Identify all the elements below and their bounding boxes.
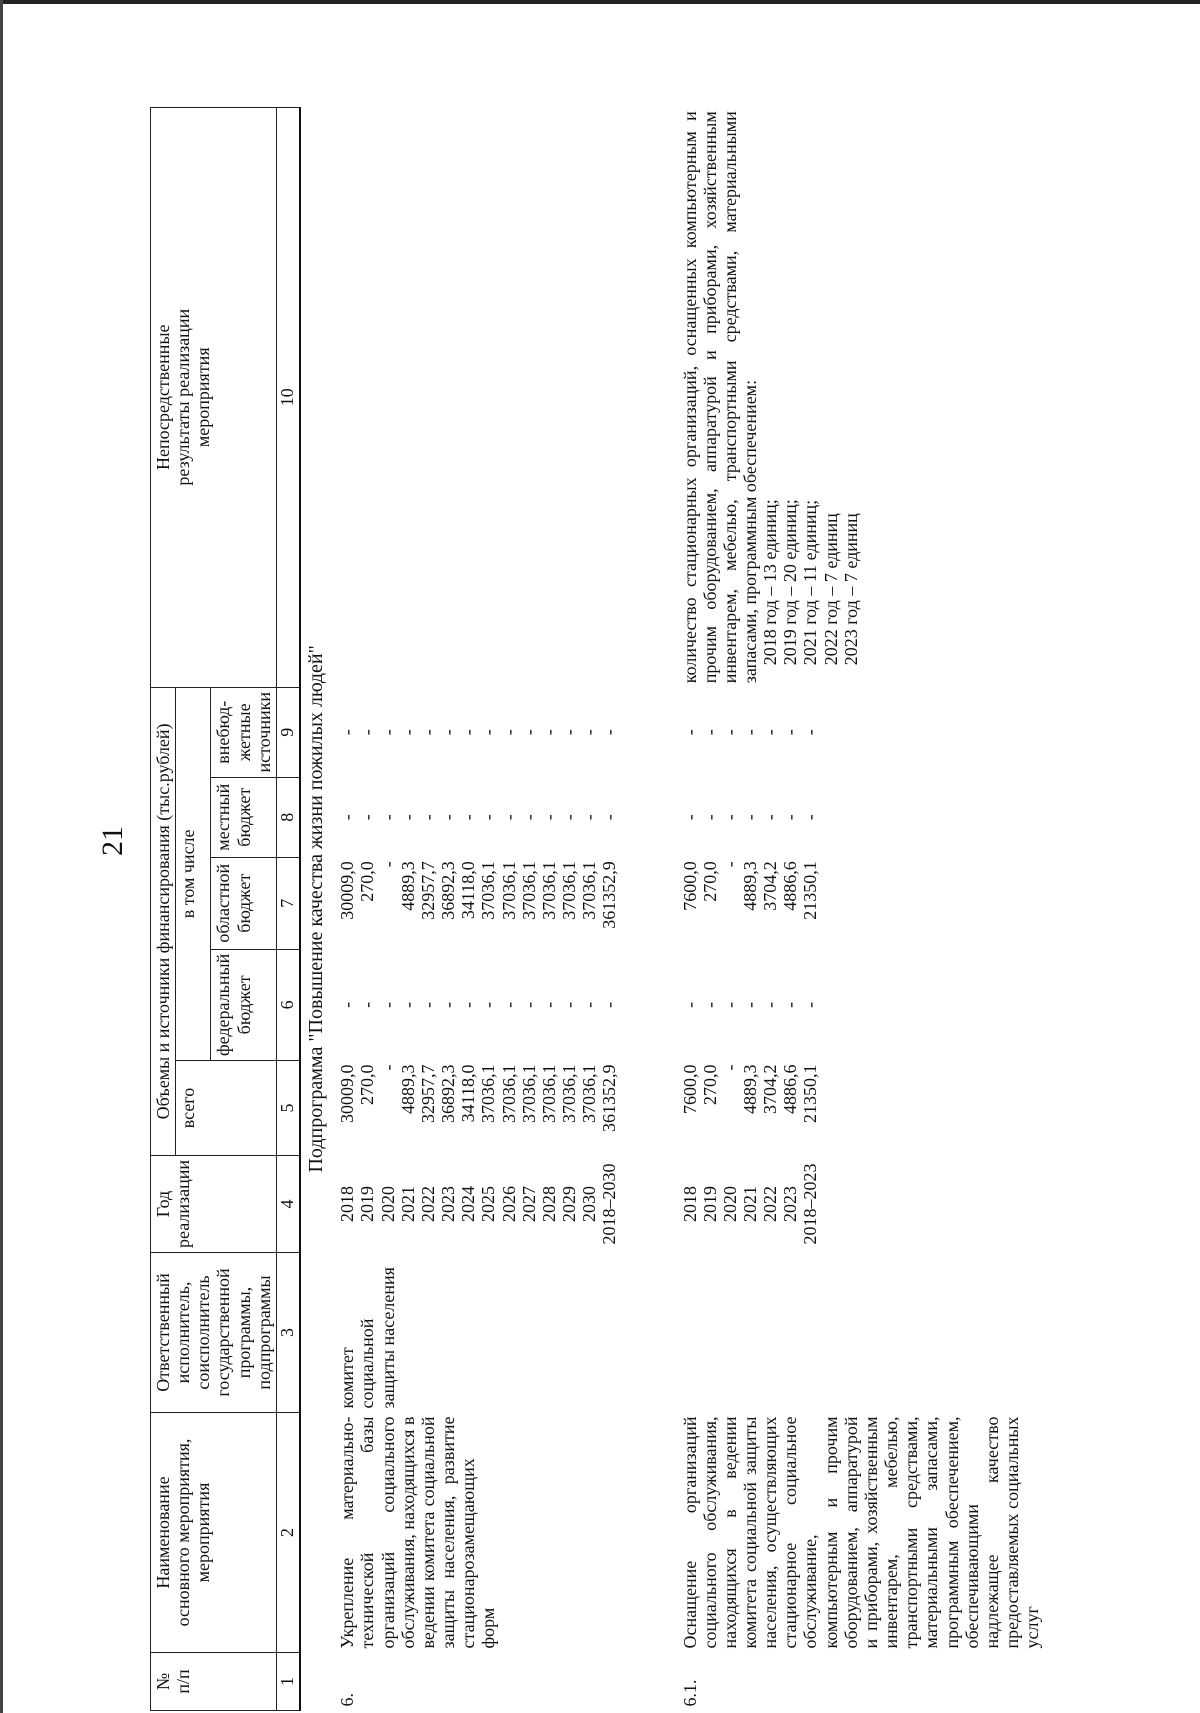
year-cell — [678, 1156, 1045, 1253]
measure-name: Оснащение организаций социального обслуживания, находящихся в ведении комитета социальной защиты населения, осуществляющих стационарное социальное обслуживание, компьютерным и прочим оборудованием, аппаратурой и приборами, хозяйственным инвентарем, мебелью, транспортными средствами, материальными запасами, программным обеспечением, обеспечивающими надлежащее качество предоставляемых социальных услуг — [679, 1416, 1043, 1649]
regional-cell-value: 37036,1 — [538, 861, 559, 920]
total-cell-value: 21350,1 — [800, 1064, 821, 1124]
extrabudget-cell-value: - — [599, 729, 620, 736]
extrabudget-cell-value: - — [679, 729, 700, 736]
local-cell-value: - — [377, 814, 398, 821]
table-row — [335, 107, 621, 1710]
local-cell-value: - — [559, 814, 580, 821]
extrabudget-cell-value: - — [579, 729, 600, 736]
result-year-item: 2018 год – 13 единиц; — [760, 499, 781, 666]
regional-cell-value: 30009,0 — [337, 861, 358, 920]
federal-cell-value: - — [739, 1001, 760, 1008]
regional-cell-value: 37036,1 — [559, 861, 580, 920]
federal-cell-value: - — [377, 1001, 398, 1008]
federal-cell-value: - — [417, 1001, 438, 1008]
federal-cell-value: - — [498, 1001, 519, 1008]
page-number: 21 — [96, 826, 129, 856]
local-cell-value: - — [397, 814, 418, 821]
total-cell-value: 37036,1 — [538, 1064, 559, 1124]
federal-cell-value: - — [438, 1001, 459, 1008]
year-cell-value: 2022 — [760, 1186, 781, 1223]
extrabudget-cell-value: - — [417, 729, 438, 736]
federal-cell-value: - — [699, 1001, 720, 1008]
regional-cell-value: 4889,3 — [739, 861, 760, 911]
total-cell-value: 7600,0 — [679, 1064, 700, 1115]
total-cell — [335, 1061, 621, 1156]
regional-cell-value: - — [377, 861, 398, 868]
year-cell-value: 2020 — [719, 1186, 740, 1223]
column-number: 9 — [276, 687, 300, 777]
local-cell — [335, 777, 621, 857]
federal-cell-value: - — [357, 1001, 378, 1008]
year-cell-value: 2023 — [438, 1186, 459, 1223]
total-cell — [678, 1061, 1045, 1156]
federal-cell-value: - — [337, 1001, 358, 1008]
local-cell-value: - — [760, 814, 781, 821]
total-cell-value: 270,0 — [699, 1064, 720, 1106]
federal-cell-value: - — [538, 1001, 559, 1008]
header-name: Наименование основного мероприятия, мероприятия — [151, 1413, 277, 1653]
total-cell-value: - — [719, 1064, 740, 1071]
column-number: 10 — [276, 107, 300, 687]
local-cell-value: - — [719, 814, 740, 821]
local-cell-value: - — [739, 814, 760, 821]
extrabudget-cell-value: - — [760, 729, 781, 736]
header-executor: Ответственный исполнитель, соисполнитель государственной программы, подпрограммы — [151, 1253, 277, 1413]
header-extrabudget: внебюд- жетные источники — [211, 687, 276, 777]
year-cell-value: 2028 — [538, 1186, 559, 1223]
extrabudget-cell-value: - — [518, 729, 539, 736]
result-cell — [678, 107, 1045, 687]
year-cell-value: 2022 — [417, 1186, 438, 1223]
extrabudget-cell-value: - — [458, 729, 479, 736]
header-including: в том числе — [176, 687, 211, 1060]
header-local: местный бюджет — [211, 777, 276, 857]
year-cell-value: 2018–2023 — [800, 1163, 821, 1245]
local-cell-value: - — [538, 814, 559, 821]
regional-cell-value: - — [719, 861, 740, 868]
year-cell-value: 2027 — [518, 1186, 539, 1223]
column-number: 4 — [276, 1156, 300, 1253]
local-cell-value: - — [599, 814, 620, 821]
extrabudget-cell-value: - — [377, 729, 398, 736]
row-number: 6.1. — [679, 1679, 700, 1707]
year-cell-value: 2019 — [699, 1186, 720, 1223]
regional-cell-value: 36892,3 — [438, 861, 459, 920]
federal-cell-value: - — [760, 1001, 781, 1008]
year-cell-value: 2021 — [397, 1186, 418, 1223]
column-number: 6 — [276, 949, 300, 1060]
column-number: 2 — [276, 1413, 300, 1653]
extrabudget-cell-value: - — [559, 729, 580, 736]
result-cell — [335, 107, 621, 687]
total-cell-value: - — [377, 1064, 398, 1071]
extrabudget-cell-value: - — [438, 729, 459, 736]
executor: комитет социальной защиты населения — [337, 1267, 398, 1409]
extrabudget-cell — [335, 687, 621, 777]
column-number-row — [276, 107, 300, 1710]
column-number: 1 — [276, 1653, 300, 1711]
result-year-item: 2019 год – 20 единиц; — [780, 499, 801, 666]
regional-cell-value: 3704,2 — [760, 861, 781, 911]
local-cell-value: - — [498, 814, 519, 821]
extrabudget-cell-value: - — [357, 729, 378, 736]
regional-cell-value: 37036,1 — [518, 861, 539, 920]
local-cell-value: - — [458, 814, 479, 821]
local-cell-value: - — [417, 814, 438, 821]
total-cell-value: 361352,9 — [599, 1064, 620, 1133]
year-cell-value: 2026 — [498, 1186, 519, 1223]
regional-cell — [335, 857, 621, 949]
result-year-item: 2021 год – 11 единиц; — [800, 499, 821, 666]
extrabudget-cell-value: - — [780, 729, 801, 736]
extrabudget-cell-value: - — [337, 729, 358, 736]
total-cell-value: 37036,1 — [518, 1064, 539, 1124]
year-cell-value: 2019 — [357, 1186, 378, 1223]
header-federal: федеральный бюджет — [211, 949, 276, 1060]
extrabudget-cell-value: - — [498, 729, 519, 736]
federal-cell-value: - — [679, 1001, 700, 1008]
extrabudget-cell-value: - — [478, 729, 499, 736]
federal-cell-value: - — [458, 1001, 479, 1008]
federal-cell-value: - — [780, 1001, 801, 1008]
year-cell-value: 2018 — [337, 1186, 358, 1223]
federal-cell-value: - — [579, 1001, 600, 1008]
local-cell-value: - — [679, 814, 700, 821]
local-cell-value: - — [518, 814, 539, 821]
regional-cell-value: 270,0 — [357, 861, 378, 902]
year-cell-value: 2029 — [559, 1186, 580, 1223]
header-funding: Объемы и источники финансирования (тыс.рублей) — [151, 687, 176, 1155]
total-cell-value: 34118,0 — [458, 1064, 479, 1123]
total-cell-value: 4889,3 — [397, 1064, 418, 1115]
local-cell-value: - — [438, 814, 459, 821]
local-cell-value: - — [699, 814, 720, 821]
regional-cell-value: 270,0 — [699, 861, 720, 902]
column-number: 8 — [276, 777, 300, 857]
year-cell-value: 2021 — [739, 1186, 760, 1223]
local-cell — [678, 777, 1045, 857]
row-number: 6. — [337, 1693, 358, 1707]
regional-cell-value: 4886,6 — [780, 861, 801, 911]
local-cell-value: - — [800, 814, 821, 821]
year-cell-value: 2020 — [377, 1186, 398, 1223]
total-cell-value: 4886,6 — [780, 1064, 801, 1115]
total-cell-value: 30009,0 — [337, 1064, 358, 1124]
extrabudget-cell-value: - — [699, 729, 720, 736]
result-year-item: 2022 год – 7 единиц — [820, 513, 841, 666]
total-cell-value: 4889,3 — [739, 1064, 760, 1115]
header-results: Непосредственные результаты реализации мероприятия — [151, 107, 277, 687]
local-cell-value: - — [780, 814, 801, 821]
regional-cell-value: 37036,1 — [579, 861, 600, 920]
header-num: № п/п — [151, 1653, 277, 1711]
measure-name: Укрепление материально-технической базы организаций социального обслуживания, находящихся в ведении комитета социальной защиты населения, развитие стационарозамещающих форм — [337, 1416, 499, 1649]
column-number: 5 — [276, 1061, 300, 1156]
regional-cell-value: 34118,0 — [458, 861, 479, 920]
local-cell-value: - — [579, 814, 600, 821]
result-text: количество стационарных организаций, оснащенных компьютерным и прочим оборудованием, аппаратурой и приборами, хозяйственным инвентарем, мебелью, транспортными средствами, материальными запасами, программным обеспечением: — [679, 111, 760, 684]
row-spacer — [622, 107, 678, 1710]
total-cell-value: 37036,1 — [579, 1064, 600, 1124]
extrabudget-cell — [678, 687, 1045, 777]
extrabudget-cell-value: - — [719, 729, 740, 736]
executor — [678, 1253, 1045, 1413]
federal-cell-value: - — [719, 1001, 740, 1008]
result-year-item: 2023 год – 7 единиц — [840, 513, 861, 666]
total-cell-value: 37036,1 — [478, 1064, 499, 1124]
regional-cell-value: 32957,7 — [417, 861, 438, 920]
year-cell-value: 2025 — [478, 1186, 499, 1223]
year-cell-value: 2018 — [679, 1186, 700, 1223]
federal-cell — [678, 949, 1045, 1060]
extrabudget-cell-value: - — [538, 729, 559, 736]
regional-cell-value: 21350,1 — [800, 861, 821, 920]
total-cell-value: 32957,7 — [417, 1064, 438, 1124]
header-regional: областной бюджет — [211, 857, 276, 949]
local-cell-value: - — [337, 814, 358, 821]
year-cell-value: 2024 — [458, 1186, 479, 1223]
total-cell-value: 270,0 — [357, 1064, 378, 1106]
extrabudget-cell-value: - — [739, 729, 760, 736]
total-cell-value: 3704,2 — [760, 1064, 781, 1115]
federal-cell — [335, 949, 621, 1060]
extrabudget-cell-value: - — [800, 729, 821, 736]
regional-cell-value: 7600,0 — [679, 861, 700, 911]
regional-cell-value: 361352,9 — [599, 861, 620, 929]
header-total: всего — [176, 1061, 277, 1156]
regional-cell-value: 37036,1 — [478, 861, 499, 920]
local-cell-value: - — [478, 814, 499, 821]
column-number: 3 — [276, 1253, 300, 1413]
year-cell-value: 2023 — [780, 1186, 801, 1223]
federal-cell-value: - — [800, 1001, 821, 1008]
year-cell-value: 2018–2030 — [599, 1163, 620, 1245]
regional-cell-value: 37036,1 — [498, 861, 519, 920]
column-number: 7 — [276, 857, 300, 949]
year-cell-value: 2030 — [579, 1186, 600, 1223]
local-cell-value: - — [357, 814, 378, 821]
federal-cell-value: - — [559, 1001, 580, 1008]
total-cell-value: 36892,3 — [438, 1064, 459, 1124]
regional-cell-value: 4889,3 — [397, 861, 418, 911]
federal-cell-value: - — [397, 1001, 418, 1008]
federal-cell-value: - — [478, 1001, 499, 1008]
extrabudget-cell-value: - — [397, 729, 418, 736]
header-year: Год реализации — [151, 1156, 277, 1253]
table-row — [678, 107, 1045, 1710]
total-cell-value: 37036,1 — [559, 1064, 580, 1124]
federal-cell-value: - — [599, 1001, 620, 1008]
total-cell-value: 37036,1 — [498, 1064, 519, 1124]
funding-table — [150, 107, 1044, 1711]
subprogram-title: Подпрограмма "Повышение качества жизни пожилых людей" — [304, 645, 327, 1173]
regional-cell — [678, 857, 1045, 949]
year-cell — [335, 1156, 621, 1253]
federal-cell-value: - — [518, 1001, 539, 1008]
